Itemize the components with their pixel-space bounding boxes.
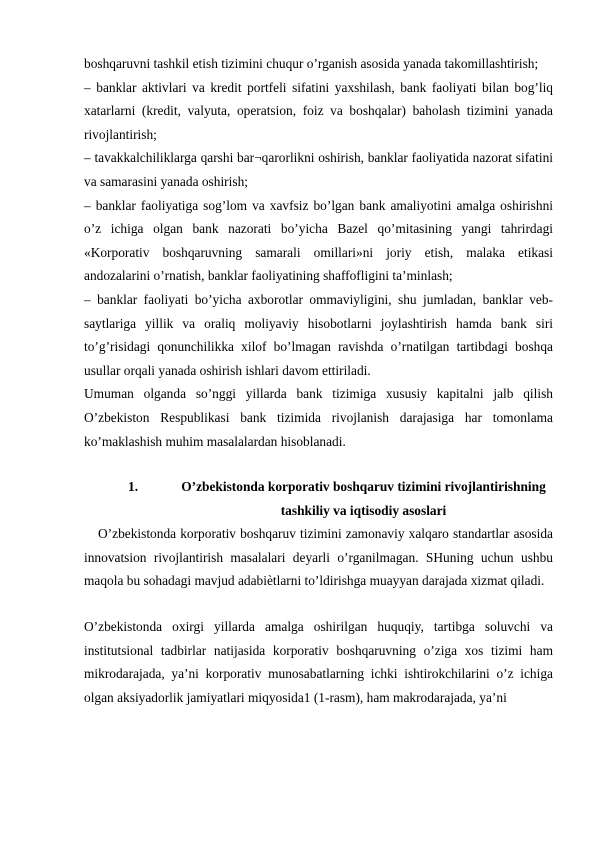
spacer xyxy=(84,593,553,615)
document-page xyxy=(84,52,553,709)
paragraph: – banklar faoliyati bo’yicha axborotlar ommaviyligini, shu jumladan, banklar veb-saytlariga yillik va oraliq moliyaviy hisobotlarni joylashtirish hamda bank siri to’g’risidagi qonunchilikka xilof bo’lmagan ravishda o’rnatilgan tartibdagi boshqa usullar orqali yanada oshirish ishlari davom ettiriladi. xyxy=(84,291,553,378)
section-number: 1. xyxy=(128,479,139,495)
section-title: O’zbekistonda korporativ boshqaruv tizimini rivojlantirishning tashkiliy va iqtisodiy asoslari xyxy=(181,479,546,518)
paragraph: – banklar aktivlari va kredit portfeli sifatini yaxshilash, bank faoliyati bilan bog’liq xatarlarni (kredit, valyuta, operatsion, foiz va boshqalar) baholash tizimini yanada rivojlantirish; xyxy=(84,79,553,142)
paragraph: O’zbekistonda oxirgi yillarda amalga oshirilgan huquqiy, tartibga soluvchi va institutsional tadbirlar natijasida korporativ boshqaruvning o’ziga xos tizimi ham mikrodarajada, ya’ni korporativ munosabatlarning ichki ishtirokchilarini o’z ichiga olgan aksiyadorlik jamiyatlari miqyosida1 (1-rasm), ham makrodarajada, ya’ni xyxy=(84,619,553,705)
paragraph: – tavakkalchiliklarga qarshi bar¬qarorlikni oshirish, banklar faoliyatida nazorat sifatini va samarasini yanada oshirish; xyxy=(84,150,553,189)
paragraph: O’zbekistonda korporativ boshqaruv tizimini zamonaviy xalqaro standartlar asosida innovatsion rivojlantirish masalalari deyarli o’rganilmagan. SHuning uchun ushbu maqola bu sohadagi mavjud adabiѐtlarni to’ldirishga muayyan darajada xizmat qiladi. xyxy=(84,526,553,589)
paragraph: Umuman olganda so’nggi yillarda bank tizimiga xususiy kapitalni jalb qilish O’zbekiston Respublikasi bank tizimida rivojlanish darajasiga har tomonlama ko’maklashish muhim masalalardan hisoblanadi. xyxy=(84,386,553,449)
spacer xyxy=(84,453,553,475)
paragraph: – banklar faoliyatiga sog’lom va xavfsiz bo’lgan bank amaliyotini amalga oshirishni o’z ichiga olgan bank nazorati bo’yicha Bazel qo’mitasining yangi tahrirdagi «Korporativ boshqaruvning samarali omillari»ni joriy etish, malaka etikasi andozalarini o’rnatish, banklar faoliyatining shaffofligini ta’minlash; xyxy=(84,197,553,284)
section-heading xyxy=(84,475,553,522)
paragraph: boshqaruvni tashkil etish tizimini chuqur o’rganish asosida yanada takomillashtirish; xyxy=(84,56,539,71)
